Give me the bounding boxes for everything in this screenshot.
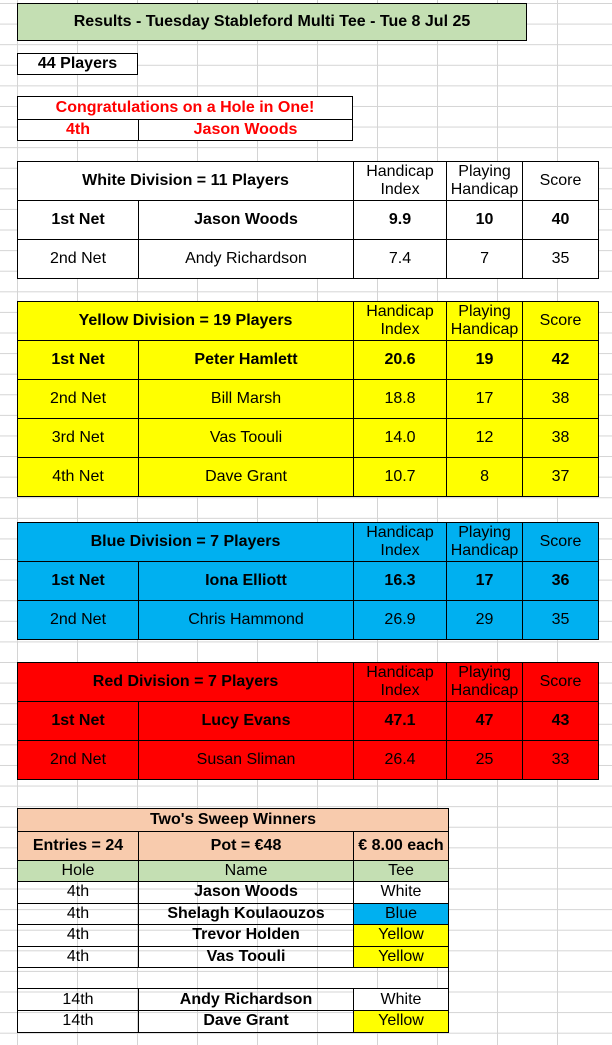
place: 2nd Net [18,380,139,419]
hole-in-one-hole: 4th [18,120,139,140]
score: 38 [523,419,599,458]
hole-in-one-name: Jason Woods [193,121,298,138]
table-row [18,240,599,279]
handicap-index-header: Handicap Index [354,162,447,201]
player-name: Jason Woods [139,882,354,904]
white-division-table [17,161,599,279]
hole: 14th [18,989,139,1011]
playing-handicap: 8 [447,458,523,497]
table-row [18,419,599,458]
sweep-each: € 8.00 each [354,832,449,861]
table-row [18,903,449,925]
table-row [18,458,599,497]
place: 2nd Net [18,741,139,780]
handicap-index: 26.9 [354,601,447,640]
red-division-table [17,662,599,780]
handicap-index: 16.3 [354,562,447,601]
player-name: Jason Woods [139,201,354,240]
playing-handicap: 25 [447,741,523,780]
name-column-header: Name [139,861,354,882]
sweep-column-header-row [18,861,449,882]
division-title: Yellow Division = 19 Players [18,302,354,341]
place: 1st Net [18,341,139,380]
score: 42 [523,341,599,380]
table-row [18,882,449,904]
table-row [18,1010,449,1032]
table-row [18,341,599,380]
playing-handicap: 10 [447,201,523,240]
score: 38 [523,380,599,419]
score: 35 [523,601,599,640]
yellow-division-table [17,301,599,497]
playing-handicap: 47 [447,702,523,741]
player-count: 44 Players [17,53,138,75]
table-row [18,380,599,419]
score: 35 [523,240,599,279]
score: 37 [523,458,599,497]
division-header-row [18,523,599,562]
table-row [18,741,599,780]
playing-handicap: 17 [447,562,523,601]
playing-handicap-header: Playing Handicap [447,663,523,702]
blue-division-table [17,522,599,640]
player-name: Peter Hamlett [139,341,354,380]
hole-in-one-row [18,120,352,140]
handicap-index: 20.6 [354,341,447,380]
sweep-title: Two's Sweep Winners [18,809,449,832]
sweep-title-row [18,809,449,832]
player-name: Andy Richardson [139,240,354,279]
handicap-index: 14.0 [354,419,447,458]
division-header-row [18,162,599,201]
tee: Blue [354,903,449,925]
playing-handicap: 19 [447,341,523,380]
player-name: Trevor Holden [139,925,354,947]
playing-handicap: 29 [447,601,523,640]
division-header-row [18,663,599,702]
hole: 4th [18,925,139,947]
player-name: Vas Toouli [139,419,354,458]
handicap-index: 18.8 [354,380,447,419]
division-title: White Division = 11 Players [18,162,354,201]
player-name: Dave Grant [139,458,354,497]
tee: White [354,989,449,1011]
spacer-cell [18,968,449,989]
tee-column-header: Tee [354,861,449,882]
playing-handicap-header: Playing Handicap [447,162,523,201]
player-name: Shelagh Koulaouzos [139,903,354,925]
hole: 14th [18,1010,139,1032]
player-name: Chris Hammond [139,601,354,640]
handicap-index: 7.4 [354,240,447,279]
place: 2nd Net [18,240,139,279]
sweep-pot: Pot = €48 [139,832,354,861]
hole-in-one-message: Congratulations on a Hole in One! [18,97,352,120]
player-name: Susan Sliman [139,741,354,780]
score: 40 [523,201,599,240]
score-header: Score [523,302,599,341]
handicap-index-header: Handicap Index [354,523,447,562]
place: 2nd Net [18,601,139,640]
division-title: Red Division = 7 Players [18,663,354,702]
place: 1st Net [18,201,139,240]
table-row [18,925,449,947]
table-row [18,989,449,1011]
place: 1st Net [18,702,139,741]
place: 3rd Net [18,419,139,458]
player-name: Lucy Evans [139,702,354,741]
division-header-row [18,302,599,341]
playing-handicap-header: Playing Handicap [447,302,523,341]
table-row [18,946,449,968]
tee: Yellow [354,1010,449,1032]
hole: 4th [18,903,139,925]
score: 33 [523,741,599,780]
place: 1st Net [18,562,139,601]
place: 4th Net [18,458,139,497]
tee: Yellow [354,925,449,947]
table-row [18,562,599,601]
handicap-index: 9.9 [354,201,447,240]
page-title: Results - Tuesday Stableford Multi Tee - Tue 8 Jul 25 [17,3,527,41]
playing-handicap: 7 [447,240,523,279]
score-header: Score [523,523,599,562]
handicap-index-header: Handicap Index [354,663,447,702]
tee: White [354,882,449,904]
playing-handicap: 17 [447,380,523,419]
score-header: Score [523,162,599,201]
hole: 4th [18,946,139,968]
sweep-entries: Entries = 24 [18,832,139,861]
table-row [18,702,599,741]
hole: 4th [18,882,139,904]
player-name: Bill Marsh [139,380,354,419]
score-header: Score [523,663,599,702]
player-name: Dave Grant [139,1010,354,1032]
sweep-summary-row [18,832,449,861]
handicap-index: 26.4 [354,741,447,780]
playing-handicap: 12 [447,419,523,458]
spacer-row [18,968,449,989]
table-row [18,201,599,240]
score: 43 [523,702,599,741]
player-name: Andy Richardson [139,989,354,1011]
hole-in-one-panel [17,96,353,141]
table-row [18,601,599,640]
handicap-index-header: Handicap Index [354,302,447,341]
score: 36 [523,562,599,601]
hole-column-header: Hole [18,861,139,882]
player-name: Iona Elliott [139,562,354,601]
tee: Yellow [354,946,449,968]
division-title: Blue Division = 7 Players [18,523,354,562]
twos-sweep-table [17,808,449,1033]
handicap-index: 47.1 [354,702,447,741]
playing-handicap-header: Playing Handicap [447,523,523,562]
player-name: Vas Toouli [139,946,354,968]
handicap-index: 10.7 [354,458,447,497]
